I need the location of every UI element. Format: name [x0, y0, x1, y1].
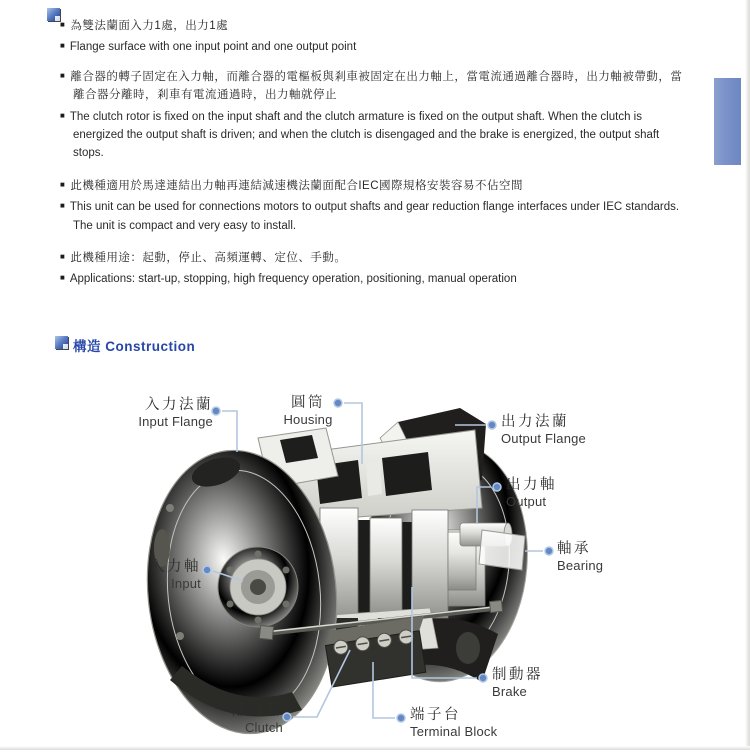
label-housing: 圓筒 Housing [283, 395, 333, 428]
bullet-item: ■ 此機種適用於馬達連結出力軸再連結減速機法蘭面配合IEC國際規格安裝容易不佔空間 [60, 179, 524, 192]
label-output-flange: 出力法蘭 Output Flange [501, 414, 586, 447]
bullet-marker-icon: ■ [60, 20, 66, 29]
bullet-item: ■ 為雙法蘭面入力1處，出力1處 [60, 20, 229, 32]
label-input-shaft: 入力軸 Input [150, 559, 201, 592]
bullet-marker-icon: ■ [60, 251, 66, 261]
bullet-item: ■ The clutch rotor is fixed on the input shaft and the clutch armature is fixed on the output shaft. When the clutch is energized the output shaft is driven; and when the clutch is disengaged and the brake is energized, the output shaft stops. [60, 110, 660, 160]
input-shaft-part [218, 547, 298, 627]
label-brake: 制動器 Brake [492, 667, 543, 700]
blue-square-icon [47, 8, 60, 21]
page-edge-tab [714, 78, 741, 165]
section-title: 構造 Construction [73, 339, 196, 354]
label-output-shaft: 出力軸 Output [506, 477, 557, 510]
bearing-bracket [479, 530, 525, 570]
blue-square-icon [55, 336, 68, 349]
bullet-marker-icon: ■ [60, 110, 65, 120]
label-bearing: 軸承 Bearing [557, 541, 604, 574]
bullet-marker-icon: ■ [60, 273, 65, 283]
intro-bullet-list [60, 17, 690, 292]
bullet-marker-icon: ■ [60, 201, 65, 211]
bullet-item: ■ This unit can be used for connections motors to output shafts and gear reduction flange interfaces under IEC standards. The unit is compact and very easy to install. [60, 201, 680, 232]
bullet-item: ■ Flange surface with one input point and one output point [60, 41, 357, 54]
label-terminal-block: 端子台 Terminal Block [410, 707, 498, 740]
label-clutch: 離合器 Clutch [232, 703, 283, 736]
label-input-flange: 入力法蘭 Input Flange [138, 397, 213, 430]
bullet-marker-icon: ■ [60, 41, 65, 51]
scan-edge [745, 0, 750, 750]
bullet-item: ■ 離合器的轉子固定在入力軸，而離合器的電樞板與剎車被固定在出力軸上，當電流通過離合器時，出力軸被帶動，當離合器分離時，剎車有電流通過時，出力軸就停止 [60, 70, 683, 102]
bullet-item: ■ 此機種用途：起動，停止、高頻運轉、定位、手動。 [60, 251, 347, 264]
bullet-item: ■ Applications: start-up, stopping, high frequency operation, positioning, manual operation [60, 273, 517, 286]
bullet-marker-icon: ■ [60, 179, 66, 189]
bullet-marker-icon: ■ [60, 70, 66, 80]
